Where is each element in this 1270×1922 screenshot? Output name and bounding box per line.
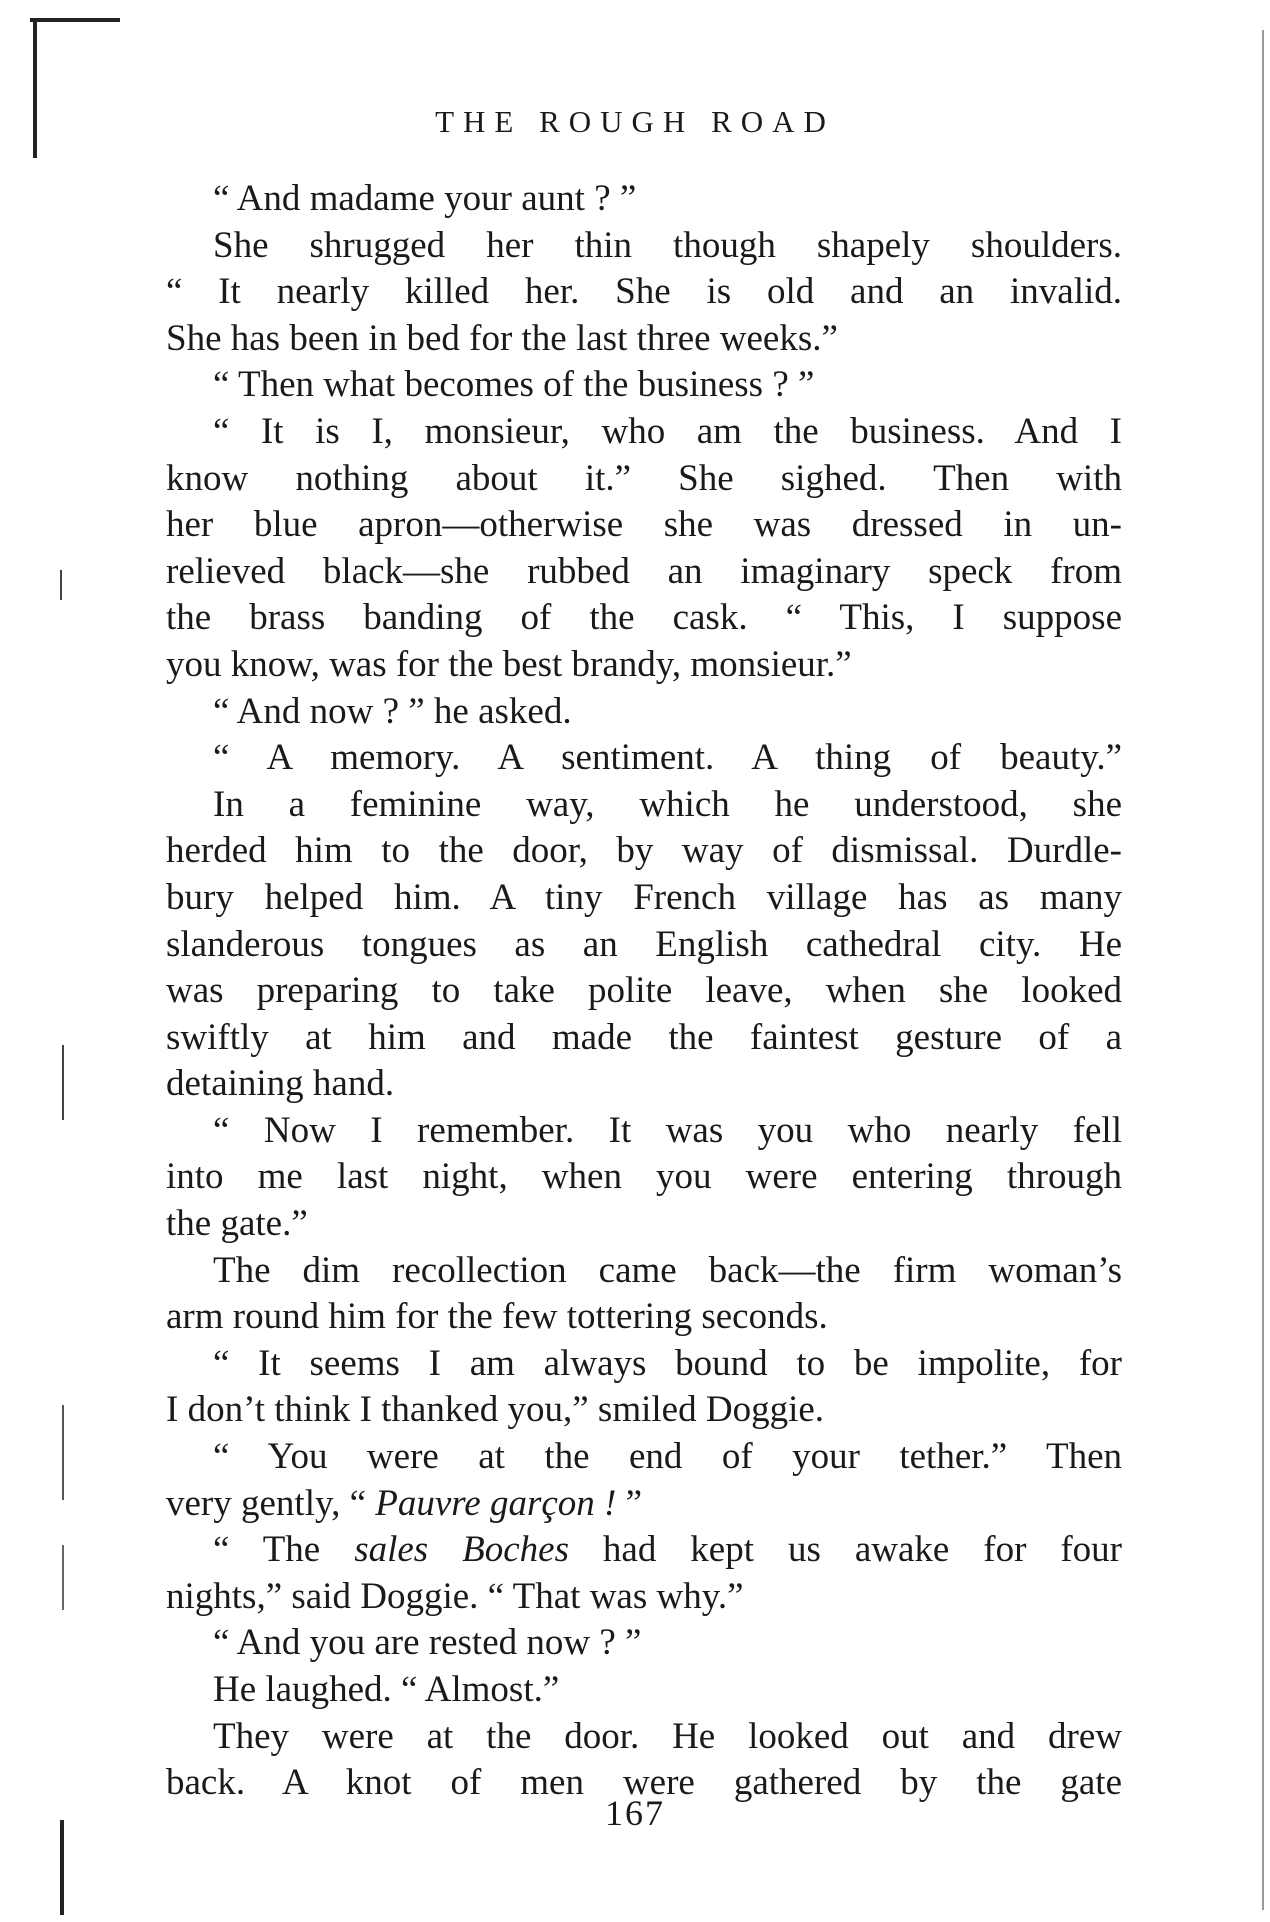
text-line: “ It seems I am always bound to be impolite, for — [213, 1342, 1122, 1384]
text-line: into me last night, when you were entering through — [166, 1156, 1122, 1198]
text-line: “ You were at the end of your tether.” Then — [213, 1436, 1122, 1478]
running-head: THE ROUGH ROAD — [435, 104, 835, 139]
text-line: “ And madame your aunt ? ” — [213, 178, 637, 219]
text-line: “ And you are rested now ? ” — [213, 1622, 642, 1664]
text-line: The dim recollection came back—the firm woman’s — [213, 1249, 1122, 1291]
text-line: the gate.” — [166, 1203, 308, 1245]
text-line: “ Then what becomes of the business ? ” — [213, 364, 815, 406]
text-line: the brass banding of the cask. “ This, I suppose — [166, 597, 1122, 639]
text-line: “ A memory. A sentiment. A thing of beauty.” — [213, 737, 1122, 779]
text-line: her blue apron—otherwise she was dressed in un- — [166, 504, 1122, 546]
text-line: know nothing about it.” She sighed. Then with — [166, 457, 1122, 499]
scan-edge-mark — [60, 570, 62, 600]
scan-edge-mark — [1262, 30, 1264, 1910]
text-line: swiftly at him and made the faintest gesture of a — [166, 1016, 1122, 1058]
italic-phrase: sales Boches — [354, 1529, 569, 1571]
text-line: “ It nearly killed her. She is old and an invalid. — [166, 271, 1122, 313]
text-line: “ The sales Boches had kept us awake for four — [213, 1529, 1122, 1571]
text-line: bury helped him. A tiny French village has as many — [166, 876, 1122, 918]
scan-edge-mark — [62, 1545, 64, 1610]
scan-edge-mark — [62, 1405, 64, 1500]
text-line: arm round him for the few tottering seconds. — [166, 1296, 828, 1338]
text-line: They were at the door. He looked out and drew — [213, 1715, 1122, 1757]
page-number: 167 — [605, 1793, 665, 1833]
text-line: “ And now ? ” he asked. — [213, 690, 572, 732]
text-line: detaining hand. — [166, 1063, 395, 1105]
body-text — [166, 176, 1122, 1807]
italic-phrase: Pauvre garçon ! — [375, 1482, 617, 1524]
text-line: She has been in bed for the last three weeks.” — [166, 317, 838, 359]
text-line: back. A knot of men were gathered by the gate — [166, 1762, 1122, 1804]
scan-edge-mark — [62, 1045, 64, 1120]
text-line: you know, was for the best brandy, monsieur.” — [166, 643, 852, 685]
text-line: relieved black—she rubbed an imaginary speck from — [166, 550, 1122, 592]
text-line: “ It is I, monsieur, who am the business. And I — [213, 410, 1122, 452]
text-line: nights,” said Doggie. “ That was why.” — [166, 1575, 744, 1617]
text-line: slanderous tongues as an English cathedral city. He — [166, 923, 1122, 965]
text-line: She shrugged her thin though shapely shoulders. — [213, 224, 1122, 266]
text-line: I don’t think I thanked you,” smiled Doggie. — [166, 1389, 825, 1431]
text-line: very gently, “ Pauvre garçon ! ” — [166, 1482, 643, 1524]
scan-edge-mark — [60, 1820, 64, 1915]
text-line: “ Now I remember. It was you who nearly fell — [213, 1109, 1122, 1151]
text-line: was preparing to take polite leave, when she looked — [166, 970, 1122, 1012]
scan-edge-mark — [30, 18, 120, 22]
text-line: He laughed. “ Almost.” — [213, 1669, 560, 1710]
text-line: In a feminine way, which he understood, she — [213, 783, 1122, 825]
text-line: herded him to the door, by way of dismissal. Durdle- — [166, 830, 1122, 872]
